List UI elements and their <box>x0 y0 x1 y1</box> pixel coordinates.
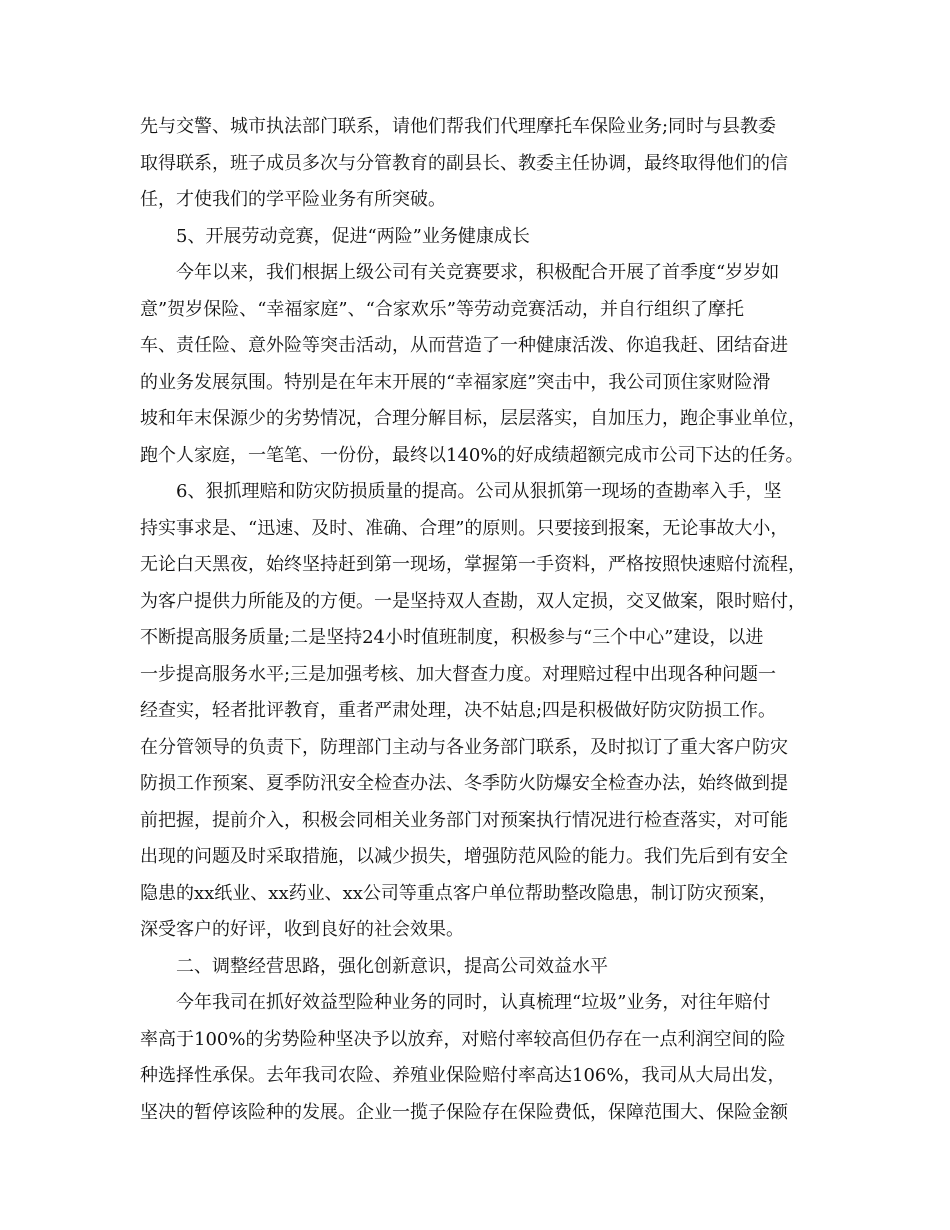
text-line: 意”贺岁保险、“幸福家庭”、“合家欢乐”等劳动竞赛活动，并自行组织了摩托 <box>140 298 745 320</box>
text-line: 率高于100%的劣势险种坚决予以放弃，对赔付率较高但仍存在一点利润空间的险 <box>140 1028 786 1050</box>
text-line: 坚决的暂停该险种的发展。企业一揽子保险存在保险费低，保障范围大、保险金额 <box>140 1101 788 1123</box>
text-line: 为客户提供力所能及的方便。一是坚持双人查勘，双人定损，交叉做案，限时赔付， <box>140 590 806 612</box>
text-line: 出现的问题及时采取措施，以减少损失，增强防范风险的能力。我们先后到有安全 <box>140 846 788 867</box>
text-line: 一步提高服务水平;三是加强考核、加大督查力度。对理赔过程中出现各种问题一 <box>140 663 777 685</box>
paragraph-start-line: 今年我司在抓好效益型险种业务的同时，认真梳理“垃圾”业务，对往年赔付 <box>176 992 771 1013</box>
text-line: 深受客户的好评，收到良好的社会效果。 <box>140 919 464 940</box>
text-line: 隐患的xx纸业、xx药业、xx公司等重点客户单位帮助整改隐患，制订防灾预案， <box>140 882 777 904</box>
text-line: 先与交警、城市执法部门联系，请他们帮我们代理摩托车保险业务;同时与县教委 <box>140 116 777 137</box>
text-line: 经查实，轻者批评教育，重者严肃处理，决不姑息;四是积极做好防灾防损工作。 <box>140 700 777 721</box>
text-line: 取得联系，班子成员多次与分管教育的副县长、教委主任协调，最终取得他们的信 <box>140 152 788 174</box>
paragraph-start-line: 5、开展劳动竞赛，促进“两险”业务健康成长 <box>176 225 530 247</box>
text-line: 车、责任险、意外险等突击活动，从而营造了一种健康活泼、你追我赶、团结奋进 <box>140 335 788 356</box>
paragraph-start-line: 二、调整经营思路，强化创新意识，提高公司效益水平 <box>176 955 608 977</box>
text-line: 种选择性承保。去年我司农险、养殖业保险赔付率高达106%，我司从大局出发， <box>140 1065 786 1086</box>
text-line: 跑个人家庭，一笔笔、一份份，最终以140%的好成绩超额完成市公司下达的任务。 <box>140 444 804 466</box>
text-line: 的业务发展氛围。特别是在年末开展的“幸福家庭”突击中，我公司顶住家财险滑 <box>140 371 771 393</box>
text-line: 任，才使我们的学平险业务有所突破。 <box>140 189 446 210</box>
text-line: 在分管领导的负责下，防理部门主动与各业务部门联系，及时拟订了重大客户防灾 <box>140 736 788 758</box>
paragraph-start-line: 6、狠抓理赔和防灾防损质量的提高。公司从狠抓第一现场的查勘率入手，坚 <box>176 481 782 502</box>
document-body <box>140 109 825 1131</box>
text-line: 坡和年末保源少的劣势情况，合理分解目标，层层落实，自加压力，跑企事业单位， <box>140 408 806 429</box>
text-line: 前把握，提前介入，积极会同相关业务部门对预案执行情况进行检查落实，对可能 <box>140 809 788 831</box>
text-line: 无论白天黑夜，始终坚持赶到第一现场，掌握第一手资料，严格按照快速赔付流程， <box>140 554 806 575</box>
paragraph-start-line: 今年以来，我们根据上级公司有关竞赛要求，积极配合开展了首季度“岁岁如 <box>176 262 780 283</box>
text-line: 持实事求是、“迅速、及时、准确、合理”的原则。只要接到报案，无论事故大小， <box>140 517 789 539</box>
text-line: 不断提高服务质量;二是坚持24小时值班制度，积极参与“三个中心”建设，以进 <box>140 627 764 648</box>
text-line: 防损工作预案、夏季防汛安全检查办法、冬季防火防爆安全检查办法，始终做到提 <box>140 773 788 794</box>
